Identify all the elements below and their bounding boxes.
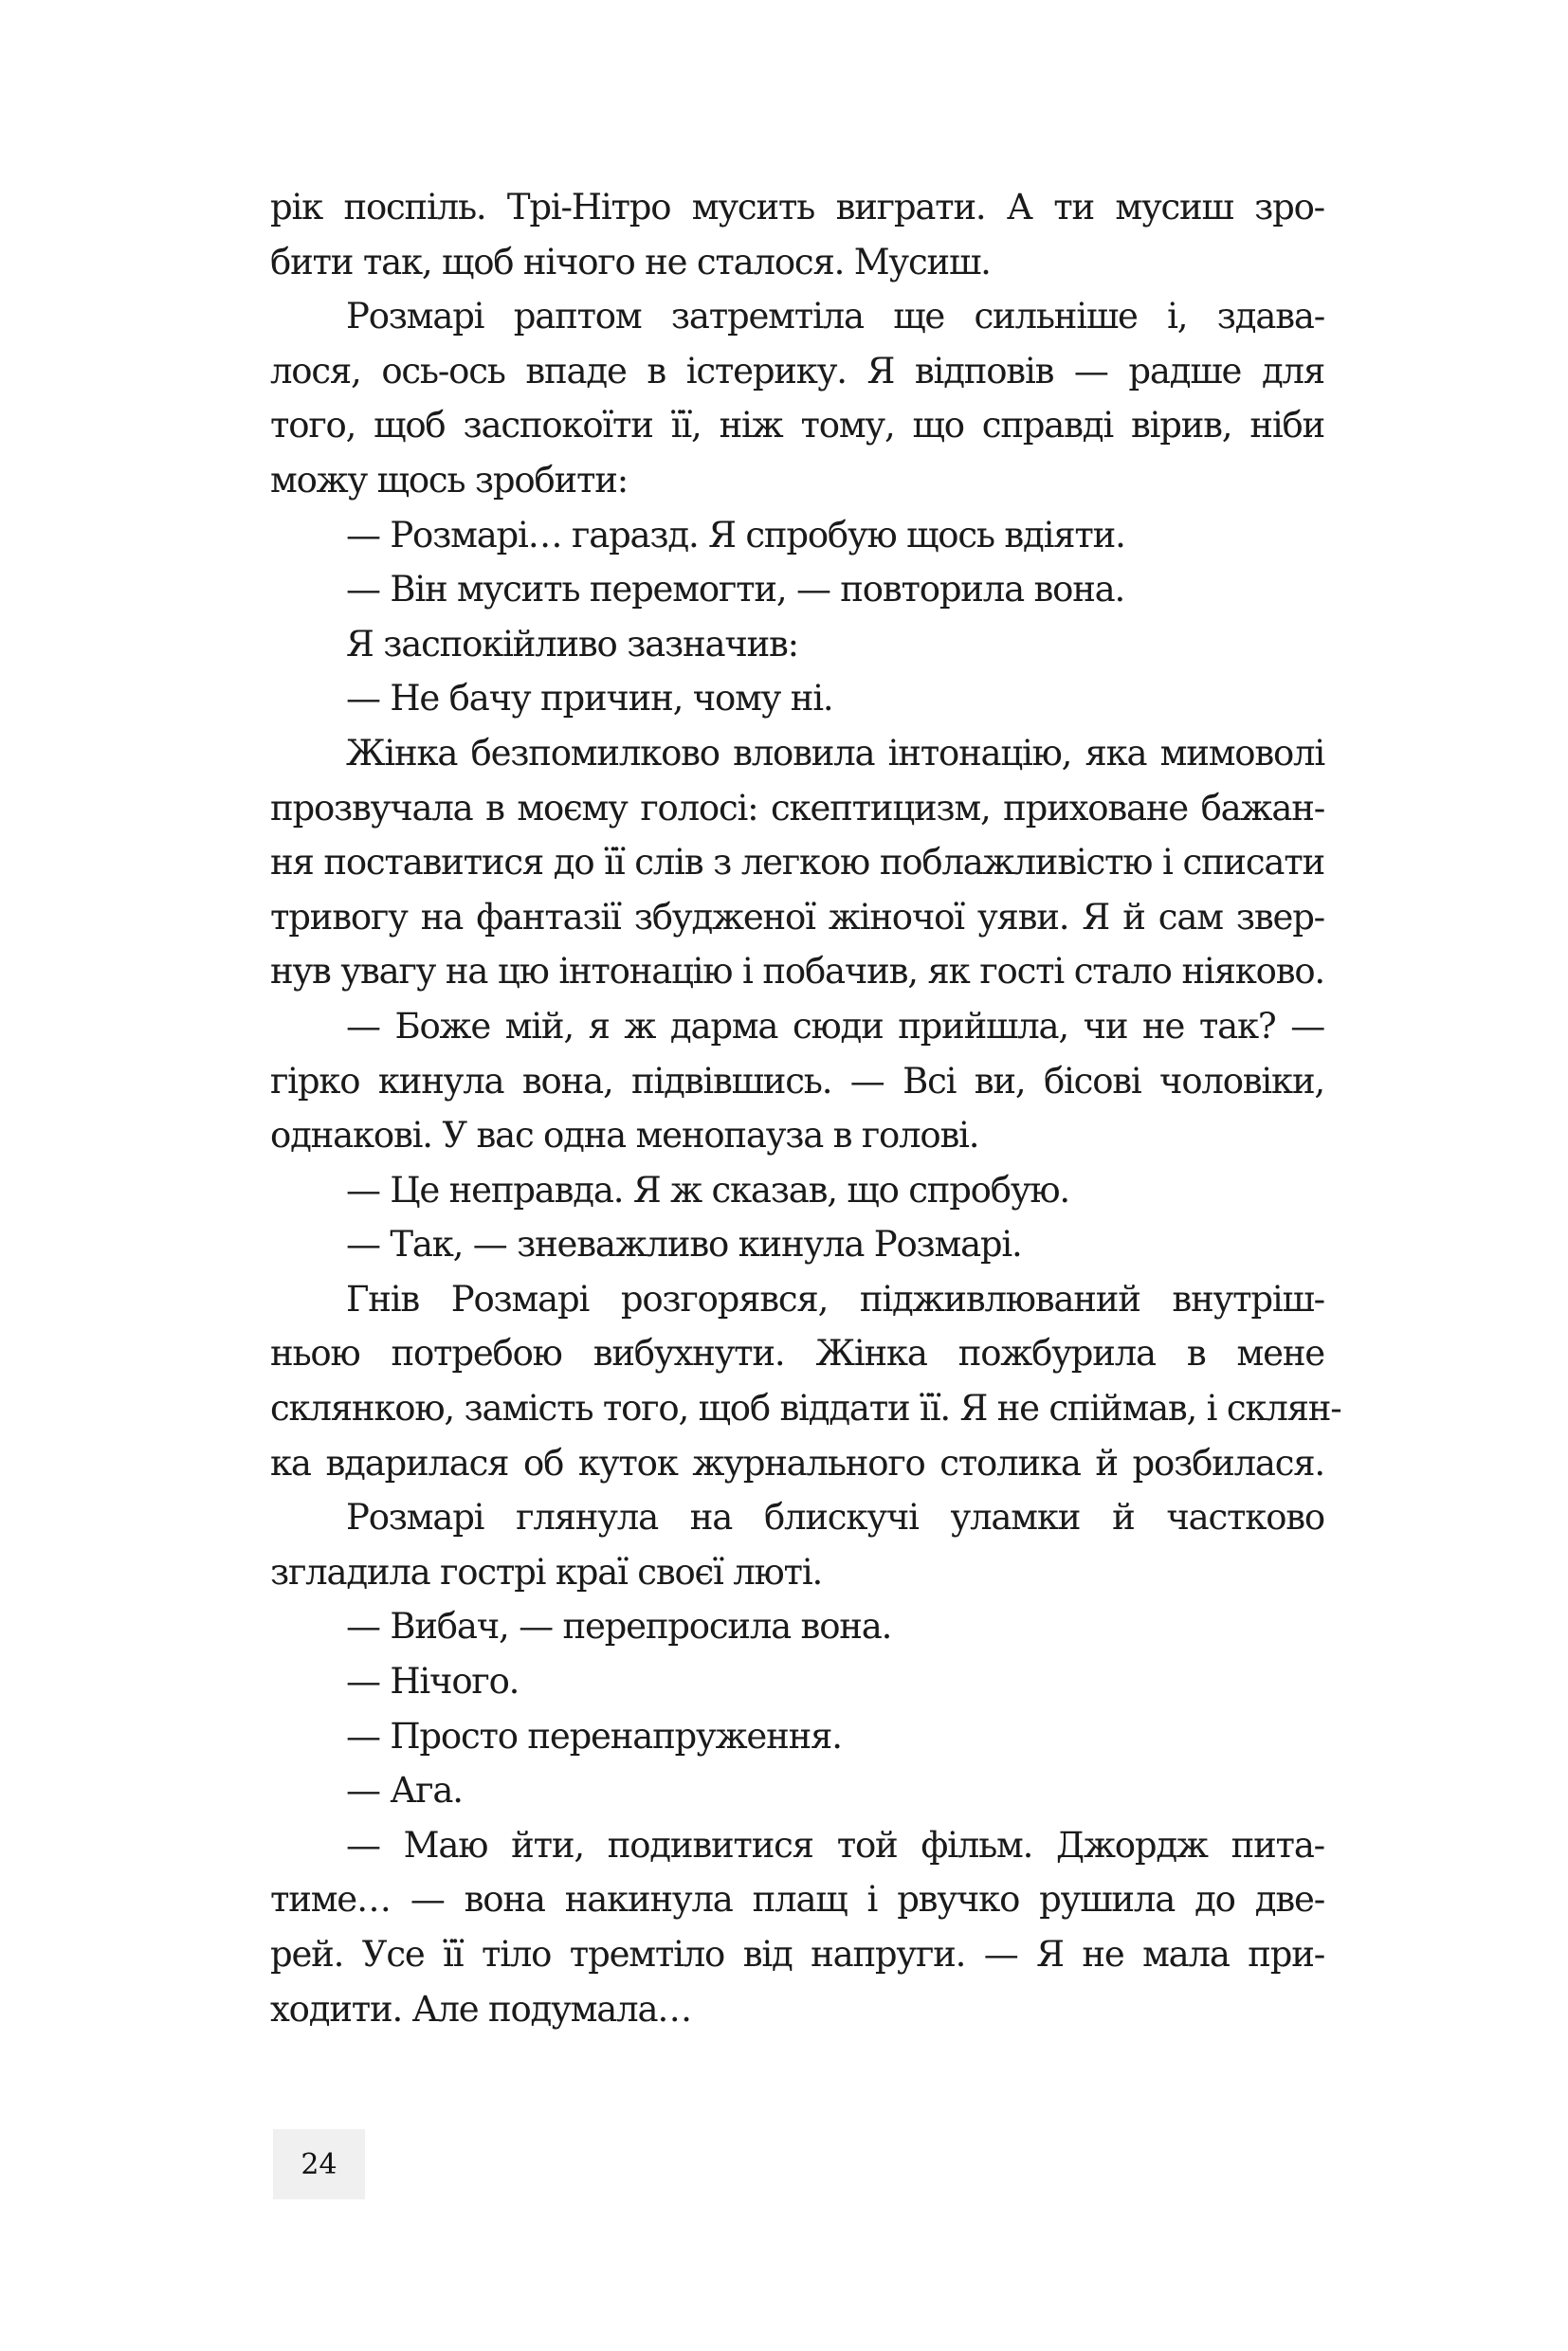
text-line: — Так, — зневажливо кинула Розмарі. xyxy=(346,1224,1022,1266)
text-line: — Ага. xyxy=(346,1770,463,1812)
text-line: — Не бачу причин, чому ні. xyxy=(346,678,833,720)
page-number-box xyxy=(273,2129,365,2199)
text-line: Розмарі глянула на блискучі уламки й частково xyxy=(346,1497,1324,1539)
text-line: — Вибач, — перепросила вона. xyxy=(346,1606,892,1648)
text-line: — Розмарі… гаразд. Я спробую щось вдіяти. xyxy=(346,514,1125,556)
text-line: — Це неправда. Я ж сказав, що спробую. xyxy=(346,1169,1069,1211)
text-line: рік поспіль. Трі-Нітро мусить виграти. А ти мусиш зро- xyxy=(270,187,1324,228)
page-body-text xyxy=(270,180,1341,2036)
text-line: — Він мусить перемогти, — повторила вона. xyxy=(346,569,1125,611)
text-line: — Нічого. xyxy=(346,1661,520,1703)
text-line: Жінка безпомилково вловила інтонацію, яка мимоволі xyxy=(346,732,1324,774)
text-line: Я заспокійливо зазначив: xyxy=(346,623,798,665)
text-line: — Маю йти, подивитися той фільм. Джордж пита- xyxy=(346,1824,1324,1866)
text-line: тиме… — вона накинула плащ і рвучко рушила до две- xyxy=(270,1879,1324,1921)
text-line: Розмарі раптом затремтіла ще сильніше і, здава- xyxy=(346,296,1324,337)
text-line: склянкою, замість того, щоб віддати її. Я не спіймав, і склян- xyxy=(270,1388,1341,1430)
text-line: лося, ось-ось впаде в істерику. Я відповів — радше для xyxy=(270,350,1324,392)
page-number: 24 xyxy=(301,2147,337,2181)
text-line: ньою потребою вибухнути. Жінка пожбурила в мене xyxy=(270,1333,1324,1375)
text-line: ка вдарилася об куток журнального столика й розбилася. xyxy=(270,1442,1324,1484)
text-line: можу щось зробити: xyxy=(270,459,628,501)
text-line: гірко кинула вона, підвівшись. — Всі ви, бісові чоловіки, xyxy=(270,1060,1324,1102)
text-line: ня поставитися до її слів з легкою поблажливістю і списати xyxy=(270,842,1324,884)
text-line: того, щоб заспокоїти її, ніж тому, що справді вірив, ніби xyxy=(270,405,1324,447)
text-line: рей. Усе її тіло тремтіло від напруги. — Я не мала при- xyxy=(270,1934,1324,1975)
text-line: ходити. Але подумала… xyxy=(270,1988,692,2030)
text-line: однакові. У вас одна менопауза в голові. xyxy=(270,1115,979,1157)
text-line: — Боже мій, я ж дарма сюди прийшла, чи не так? — xyxy=(346,1005,1324,1047)
text-line: прозвучала в моєму голосі: скептицизм, приховане бажан- xyxy=(270,787,1324,829)
text-line: Гнів Розмарі розгорявся, підживлюваний внутріш- xyxy=(346,1278,1324,1320)
text-line: тривогу на фантазії збудженої жіночої уяви. Я й сам звер- xyxy=(270,896,1324,938)
text-line: нув увагу на цю інтонацію і побачив, як гості стало ніяково. xyxy=(270,951,1324,993)
text-line: — Просто перенапруження. xyxy=(346,1715,842,1757)
text-line: згладила гострі краї своєї люті. xyxy=(270,1551,823,1593)
text-line: бити так, щоб нічого не сталося. Мусиш. xyxy=(270,241,991,282)
